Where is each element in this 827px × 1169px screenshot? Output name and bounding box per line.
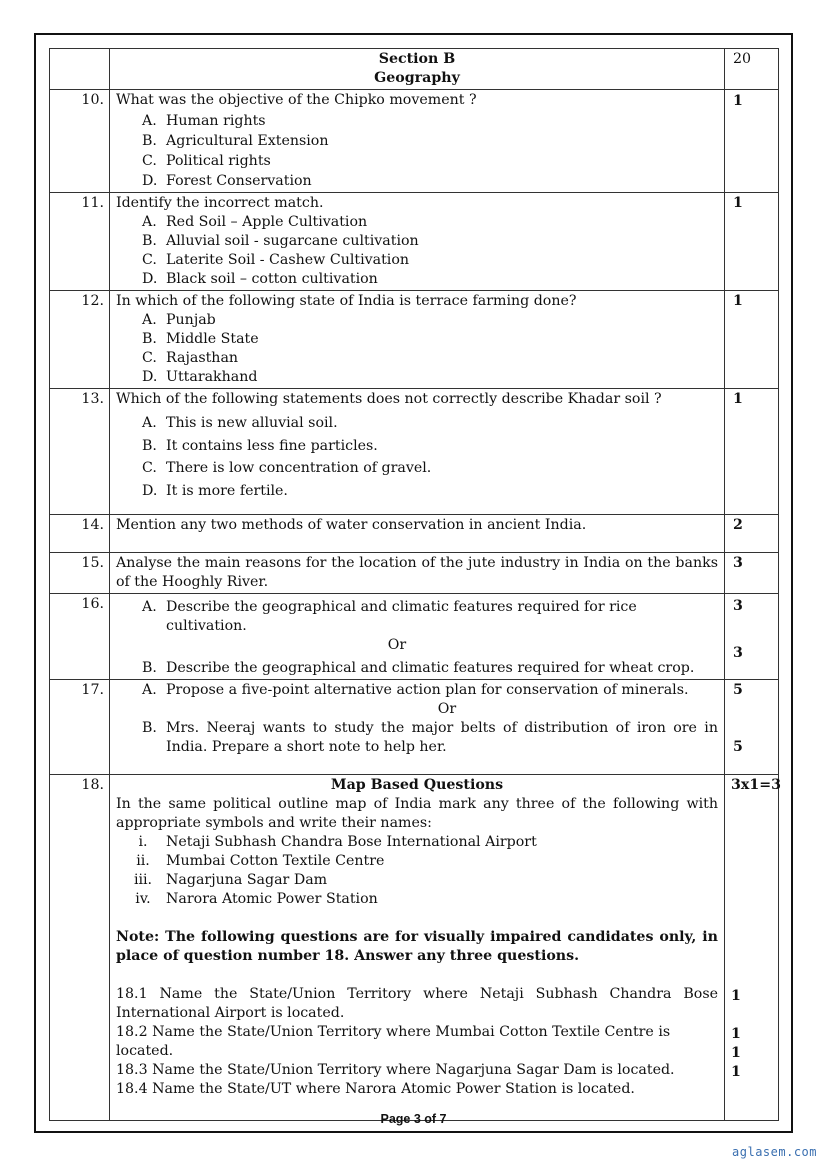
- map-item: i. Netaji Subhash Chandra Bose International Airport: [138, 834, 537, 850]
- question-row: [50, 515, 779, 553]
- vi-question: 18.3 Name the State/Union Territory where Nagarjuna Sagar Dam is located.: [116, 1062, 675, 1078]
- page-number: Page 3 of 7: [380, 1112, 447, 1126]
- option: A. This is new alluvial soil.: [142, 415, 338, 431]
- question-row: [50, 193, 779, 291]
- option: B. Alluvial soil - sugarcane cultivation: [142, 233, 419, 249]
- question-row: [50, 553, 779, 594]
- option: D. It is more fertile.: [142, 482, 288, 499]
- option: C. Rajasthan: [142, 350, 239, 366]
- map-question-marks: 3x1=3: [731, 777, 781, 793]
- option-a: A. Describe the geographical and climatic features required for rice cultivation.: [142, 599, 637, 634]
- question-marks: 1: [733, 93, 743, 109]
- question-number: 11.: [50, 193, 110, 291]
- map-question-row: [50, 775, 779, 1121]
- question-number: 12.: [50, 291, 110, 389]
- question-text: Identify the incorrect match.: [116, 195, 324, 211]
- question-number: 13.: [50, 389, 110, 515]
- section-title: Section B: [378, 51, 456, 67]
- question-number: 10.: [50, 90, 110, 193]
- vi-question: 18.1 Name the State/Union Territory where Netaji Subhash Chandra Bose International Airport is located.: [116, 986, 718, 1021]
- section-header-row: [50, 49, 779, 90]
- question-text: Which of the following statements does not correctly describe Khadar soil ?: [116, 391, 662, 407]
- question-text: Mention any two methods of water conservation in ancient India.: [110, 515, 725, 553]
- option: B. Middle State: [142, 331, 259, 347]
- question-number: 18.: [50, 775, 110, 1121]
- option: B. Agricultural Extension: [142, 133, 329, 149]
- question-row: [50, 680, 779, 775]
- question-marks: 2: [733, 517, 743, 533]
- option: A. Punjab: [142, 312, 216, 328]
- option: D. Black soil – cotton cultivation: [142, 271, 378, 287]
- option: A. Red Soil – Apple Cultivation: [142, 214, 368, 230]
- vi-note: Note: The following questions are for visually impaired candidates only, in place of question number 18. Answer any three questions.: [116, 929, 718, 964]
- question-row: [50, 389, 779, 515]
- question-marks: 1: [733, 195, 743, 211]
- question-row: [50, 291, 779, 389]
- question-marks: 3: [733, 555, 743, 571]
- option: B. It contains less fine particles.: [142, 437, 378, 454]
- option: A. Human rights: [142, 113, 266, 129]
- question-table: [49, 48, 779, 1121]
- question-number: 14.: [50, 515, 110, 553]
- question-number: 16.: [50, 594, 110, 680]
- option: D. Uttarakhand: [142, 369, 258, 385]
- question-text: Analyse the main reasons for the location of the jute industry in India on the banks of the Hooghly River.: [110, 553, 725, 594]
- question-marks-a: 3: [733, 598, 743, 614]
- or-separator: Or: [387, 637, 407, 653]
- question-number: 17.: [50, 680, 110, 775]
- vi-question: 18.4 Name the State/UT where Narora Atomic Power Station is located.: [116, 1081, 635, 1097]
- option: D. Forest Conservation: [142, 173, 312, 189]
- vi-question-marks: 1: [731, 1064, 741, 1080]
- question-text: What was the objective of the Chipko movement ?: [116, 92, 477, 108]
- vi-question: 18.2 Name the State/Union Territory where Mumbai Cotton Textile Centre is located.: [116, 1024, 671, 1059]
- option: C. Political rights: [142, 153, 271, 169]
- vi-question-marks: 1: [731, 1045, 741, 1061]
- map-item: iv. Narora Atomic Power Station: [135, 891, 378, 907]
- map-question-intro: In the same political outline map of India mark any three of the following with appropriate symbols and write their names:: [116, 796, 718, 831]
- question-marks-b: 5: [733, 739, 743, 755]
- section-marks: 20: [725, 49, 779, 90]
- option-b: B. Describe the geographical and climatic features required for wheat crop.: [142, 660, 695, 676]
- map-item: iii. Nagarjuna Sagar Dam: [133, 872, 328, 888]
- watermark: aglasem.com: [732, 1145, 817, 1159]
- question-row: [50, 90, 779, 193]
- map-item: ii. Mumbai Cotton Textile Centre: [136, 853, 385, 869]
- question-row: [50, 594, 779, 680]
- vi-question-marks: 1: [731, 1026, 741, 1042]
- question-marks: 1: [733, 391, 743, 407]
- or-separator: Or: [437, 701, 457, 717]
- question-marks: 1: [733, 293, 743, 309]
- question-text: In which of the following state of India is terrace farming done?: [116, 293, 577, 309]
- option-a: A. Propose a five-point alternative action plan for conservation of minerals.: [142, 682, 689, 698]
- question-marks-a: 5: [733, 682, 743, 698]
- question-number: 15.: [50, 553, 110, 594]
- option: C. Laterite Soil - Cashew Cultivation: [142, 252, 409, 268]
- section-subject: Geography: [374, 70, 460, 86]
- vi-question-marks: 1: [731, 988, 741, 1004]
- question-marks-b: 3: [733, 645, 743, 661]
- map-question-heading: Map Based Questions: [330, 777, 504, 793]
- option-b: B. Mrs. Neeraj wants to study the major belts of distribution of iron ore in India. Prepare a short note to help her.: [142, 720, 718, 755]
- option: C. There is low concentration of gravel.: [142, 460, 432, 476]
